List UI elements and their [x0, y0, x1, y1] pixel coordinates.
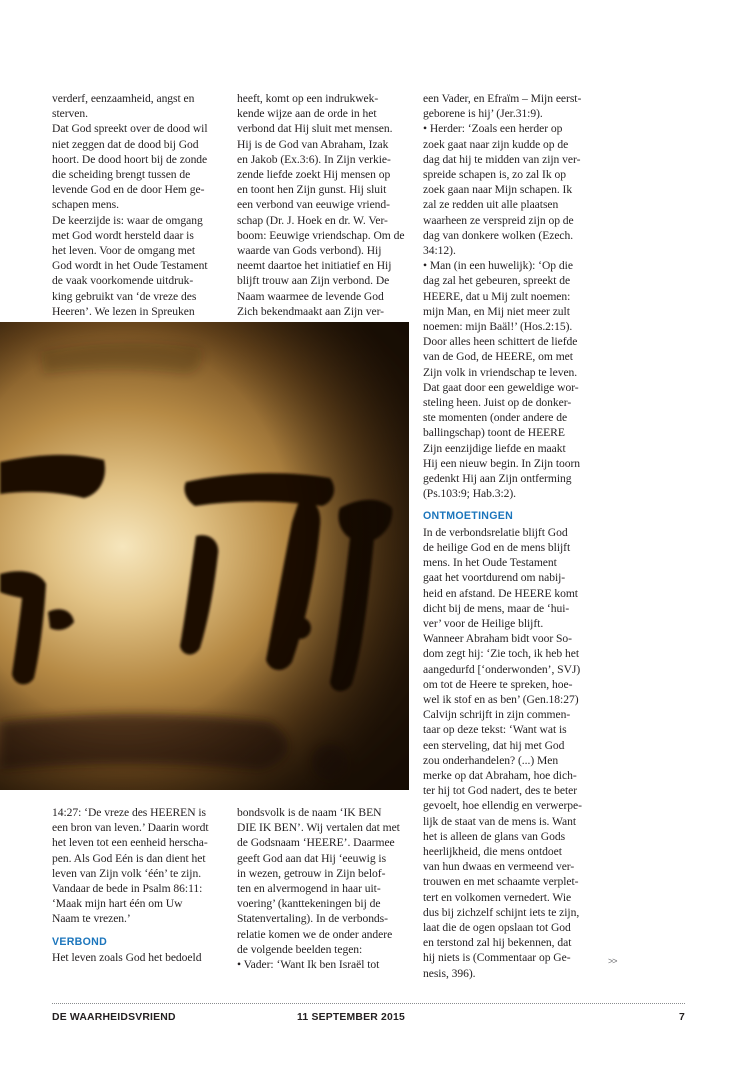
body-text-line: tert en volkomen vernedert. Wie: [423, 890, 572, 904]
publication-name: DE WAARHEIDSVRIEND: [52, 1012, 176, 1023]
body-text-line: hoort. De dood hoort bij de zonde: [52, 152, 208, 166]
body-text-line: een Vader, en Efraïm – Mijn eerst-: [423, 92, 582, 105]
body-text-line: dag van donkere wolken (Ezech.: [423, 228, 574, 242]
body-text-line: mens. In het Oude Testament: [423, 556, 557, 570]
body-text-line: en terstond zal hij bekennen, dat: [423, 936, 572, 950]
body-text-line: Naam te vrezen.’: [52, 912, 131, 926]
body-text-line: relatie komen we de onder andere: [237, 927, 393, 941]
body-text-line: (Ps.103:9; Hab.3:2).: [423, 487, 517, 501]
body-text-line: De keerzijde is: waar de omgang: [52, 213, 203, 227]
column-1-top: [52, 91, 224, 319]
body-text-line: mijn Man, en Mij niet meer zult: [423, 304, 570, 318]
body-text-line: verderf, eenzaamheid, angst en: [52, 92, 195, 105]
body-text-line: waarde van Gods verbond). Hij: [237, 244, 382, 258]
body-text-line: neemt daartoe het initiatief en Hij: [237, 259, 392, 273]
body-text-line: dag zal het gebeuren, spreekt de: [423, 274, 571, 288]
body-text-line: die scheiding brengt tussen de: [52, 168, 191, 182]
body-text-line: zou onderhandelen? (...) Men: [423, 753, 559, 767]
body-text-line: heeft, komt op een indrukwek-: [237, 92, 379, 105]
body-text-line: dicht bij de mens, maar de ‘hui-: [423, 601, 570, 615]
body-text-line: boom: Eeuwige vriendschap. Om de: [237, 228, 405, 242]
body-text-line: sterven.: [52, 107, 88, 121]
body-text-line: Het leven zoals God het bedoeld: [52, 950, 202, 964]
body-text-line: schap (Dr. J. Hoek en dr. W. Ver-: [237, 213, 388, 227]
body-text-line: Zijn eenzijdige liefde en maakt: [423, 441, 566, 455]
body-text-line: voering’ (kanttekeningen bij de: [237, 897, 381, 911]
body-text-line: ver’ voor de Heilige blijft.: [423, 616, 544, 630]
body-text-line: lijk de staat van de mens is. Want: [423, 814, 576, 828]
body-text-line: Heeren’. We lezen in Spreuken: [52, 304, 195, 318]
body-text-line: ter hij tot God nadert, des te beter: [423, 784, 578, 798]
body-text-line: de volgende beelden tegen:: [237, 942, 363, 956]
body-text-line: spreide schapen is, zo zal Ik op: [423, 168, 566, 182]
body-text-line: dag dat hij te midden van zijn ver-: [423, 152, 581, 166]
body-text-line: • Man (in een huwelijk): ‘Op die: [423, 259, 573, 273]
body-text-line: gevoelt, hoe ellendig en verwerpe-: [423, 799, 582, 813]
body-text-line: HEERE, dat u Mij zult noemen:: [423, 289, 571, 303]
body-text-line: Dat gaat door een geweldige wor-: [423, 380, 579, 394]
body-text-line: 34:12).: [423, 244, 456, 258]
body-text-line: ste momenten (onder andere de: [423, 411, 568, 425]
body-text-line: heerlijkheid, die mens ontdoet: [423, 844, 562, 858]
body-text-line: hij niets is (Commentaar op Ge-: [423, 951, 571, 965]
body-text-line: met God wordt hersteld daar is: [52, 228, 194, 242]
body-text-line: trouwen en met schaamte verplet-: [423, 875, 579, 889]
body-text-line: • Vader: ‘Want Ik ben Israël tot: [237, 958, 380, 972]
page-number: 7: [679, 1012, 685, 1023]
body-text-line: waarheen ze verspreid zijn op de: [423, 213, 574, 227]
body-text-line: niet zeggen dat de dood bij God: [52, 137, 199, 151]
body-text-line: verbond dat Hij sluit met mensen.: [237, 122, 393, 136]
body-text-line: het is alleen de glans van Gods: [423, 829, 566, 843]
body-text-line: het leven tot een eenheid herscha-: [52, 836, 208, 850]
body-text-line: wel ik stof en as ben’ (Gen.18:27): [423, 692, 579, 706]
body-text-line: zoek gaan naar Mijn schapen. Ik: [423, 183, 573, 197]
body-text-line: zoek gaat naar zijn kudde op de: [423, 137, 569, 151]
body-text-line: Naam waarmee de levende God: [237, 289, 384, 303]
body-text-line: noemen: mijn Baäl!’ (Hos.2:15).: [423, 320, 573, 334]
body-text-line: 14:27: ‘De vreze des HEEREN is: [52, 806, 207, 819]
body-text-line: de heilige God en de mens blijft: [423, 540, 571, 554]
body-text-line: Calvijn schrijft in zijn commen-: [423, 708, 571, 722]
body-text-line: God wordt in het Oude Testament: [52, 259, 208, 273]
body-text-line: geeft God aan dat Hij ‘eeuwig is: [237, 851, 387, 865]
body-text-line: ten en alvermogend in haar uit-: [237, 882, 381, 896]
body-text-line: steling heen. Juist op de donker-: [423, 396, 572, 410]
body-text-line: king gebruikt van ‘de vreze des: [52, 289, 197, 303]
body-text-line: van hun dwaas en vermeend ver-: [423, 860, 575, 874]
body-text-line: en toont hen Zijn gunst. Hij sluit: [237, 183, 387, 197]
body-text-line: geborene is hij’ (Jer.31:9).: [423, 107, 543, 121]
body-text-line: dus bij zichzelf schijnt iets te zijn,: [423, 905, 580, 919]
body-text-line: van de God, de HEERE, om met: [423, 350, 573, 364]
body-text-line: Hij is de God van Abraham, Izak: [237, 137, 389, 151]
body-text-line: blijft trouw aan Zijn verbond. De: [237, 274, 390, 288]
column-2-bottom: [237, 805, 409, 972]
body-text-line: Wanneer Abraham bidt voor So-: [423, 632, 572, 646]
body-text-line: het leven. Voor de omgang met: [52, 244, 196, 258]
body-text-line: nesis, 396).: [423, 966, 476, 980]
section-heading-ontmoetingen: ONTMOETINGEN: [423, 510, 514, 523]
body-text-line: gedenkt Hij aan Zijn ontferming: [423, 472, 572, 486]
body-text-line: een verbond van eeuwige vriend-: [237, 198, 390, 212]
body-text-line: een sterveling, dat hij met God: [423, 738, 565, 752]
body-text-line: kende wijze aan de orde in het: [237, 107, 377, 121]
body-text-line: leven van Zijn volk ‘één’ te zijn.: [52, 866, 202, 880]
body-text-line: bondsvolk is de naam ‘IK BEN: [237, 806, 382, 819]
column-3: [423, 91, 595, 981]
body-text-line: aangedurfd [‘onderwonden’, SVJ): [423, 662, 581, 676]
body-text-line: Zich bekendmaakt aan Zijn ver-: [237, 304, 384, 318]
continue-marker: >>: [608, 956, 617, 966]
body-text-line: in wezen, getrouw in Zijn belof-: [237, 866, 386, 880]
body-text-line: Door alles heen schittert de liefde: [423, 335, 578, 349]
column-2-top: [237, 91, 409, 319]
body-text-line: en Jakob (Ex.3:6). In Zijn verkie-: [237, 152, 391, 166]
body-text-line: laat die de ogen opslaan tot God: [423, 920, 571, 934]
body-text-line: gaat het voortdurend om nabij-: [423, 571, 566, 585]
body-text-line: merke op dat Abraham, hoe dich-: [423, 768, 577, 782]
body-text-line: Zijn volk in vriendschap te leven.: [423, 365, 578, 379]
body-text-line: taar op deze tekst: ‘Want wat is: [423, 723, 567, 737]
body-text-line: dom zegt hij: ‘Zie toch, ik heb het: [423, 647, 580, 661]
hebrew-letters-photo: [0, 322, 409, 790]
body-text-line: In de verbondsrelatie blijft God: [423, 525, 568, 539]
body-text-line: heid en afstand. De HEERE komt: [423, 586, 578, 600]
body-text-line: pen. Als God Eén is dan dient het: [52, 851, 206, 865]
body-text-line: zende liefde zoekt Hij mensen op: [237, 168, 391, 182]
column-1-bottom: [52, 805, 224, 965]
body-text-line: Hij een nieuw begin. In Zijn toorn: [423, 456, 581, 470]
body-text-line: een bron van leven.’ Daarin wordt: [52, 821, 209, 835]
body-text-line: • Herder: ‘Zoals een herder op: [423, 122, 563, 136]
body-text-line: ‘Maak mijn hart één om Uw: [52, 897, 183, 911]
body-text-line: Vandaar de bede in Psalm 86:11:: [52, 882, 203, 896]
body-text-line: levende God en de door Hem ge-: [52, 183, 205, 197]
section-heading-verbond: VERBOND: [52, 935, 108, 948]
body-text-line: zal ze redden uit alle plaatsen: [423, 198, 559, 212]
body-text-line: om tot de Heere te spreken, hoe-: [423, 677, 573, 691]
footer-divider: [52, 1003, 685, 1004]
body-text-line: schapen mens.: [52, 198, 119, 212]
body-text-line: DIE IK BEN’. Wij vertalen dat met: [237, 821, 400, 835]
body-text-line: Dat God spreekt over de dood wil: [52, 122, 208, 136]
issue-date: 11 SEPTEMBER 2015: [297, 1012, 405, 1023]
body-text-line: de vaak voorkomende uitdruk-: [52, 274, 194, 288]
body-text-line: Statenvertaling). In de verbonds-: [237, 912, 388, 926]
body-text-line: de Godsnaam ‘HEERE’. Daarmee: [237, 836, 395, 850]
body-text-line: ballingschap) toont de HEERE: [423, 426, 565, 440]
